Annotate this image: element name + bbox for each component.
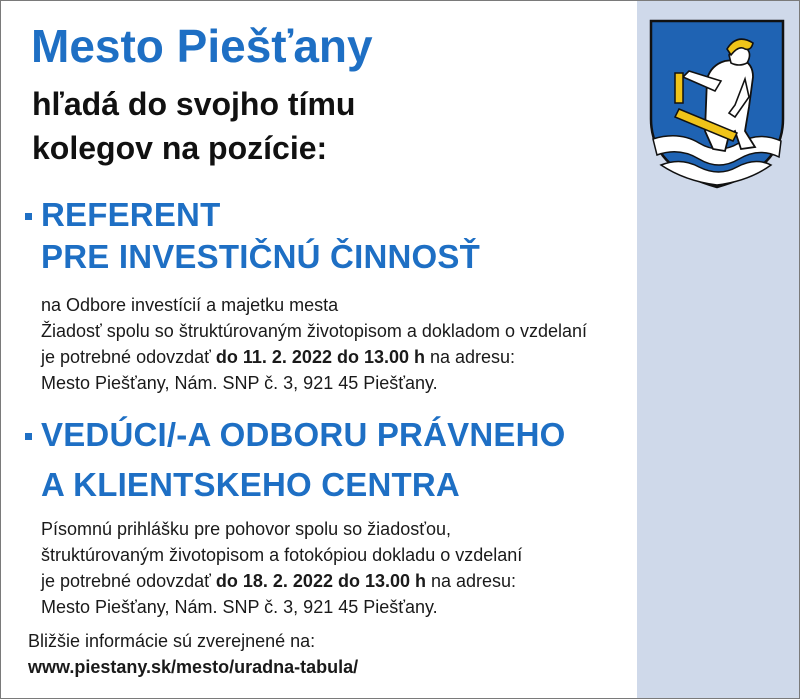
position-2-address: Mesto Piešťany, Nám. SNP č. 3, 921 45 Piešťany.	[41, 597, 438, 617]
position-2-deadline-date: do 18. 2. 2022 do 13.00 h	[215, 571, 426, 591]
position-1-requirement: Žiadosť spolu so štruktúrovaným životopisom a dokladom o vzdelaní	[41, 321, 588, 341]
city-title: Mesto Piešťany	[31, 20, 373, 72]
position-2-requirement: štruktúrovaným životopisom a fotokópiou dokladu o vzdelaní	[41, 545, 523, 565]
position-1-title-line-1: REFERENT	[41, 196, 221, 233]
position-1-deadline-date: do 11. 2. 2022 do 13.00 h	[215, 347, 425, 367]
position-2-deadline: je potrebné odovzdať do 18. 2. 2022 do 13.00 h na adresu:	[41, 571, 517, 591]
position-1-address: Mesto Piešťany, Nám. SNP č. 3, 921 45 Piešťany.	[41, 373, 438, 393]
bullet-icon	[25, 433, 32, 440]
position-1-title-line-2: PRE INVESTIČNÚ ČINNOSŤ	[41, 238, 480, 275]
subtitle-line-1: hľadá do svojho tímu	[32, 86, 356, 122]
position-2-application: Písomnú prihlášku pre pohovor spolu so žiadosťou,	[41, 519, 451, 539]
position-1-department: na Odbore investícií a majetku mesta	[41, 295, 339, 315]
subtitle-line-2: kolegov na pozície:	[32, 130, 328, 166]
content-area	[1, 1, 800, 698]
website-link[interactable]: www.piestany.sk/mesto/uradna-tabula/	[28, 657, 359, 677]
position-2-title-line-2: A KLIENTSKEHO CENTRA	[41, 466, 460, 503]
bullet-icon	[25, 213, 32, 220]
more-info-text: Bližšie informácie sú zverejnené na:	[28, 631, 316, 651]
position-1-deadline: je potrebné odovzdať do 11. 2. 2022 do 13.00 h na adresu:	[41, 347, 516, 367]
position-2-title-line-1: VEDÚCI/-A ODBORU PRÁVNEHO	[41, 416, 566, 453]
